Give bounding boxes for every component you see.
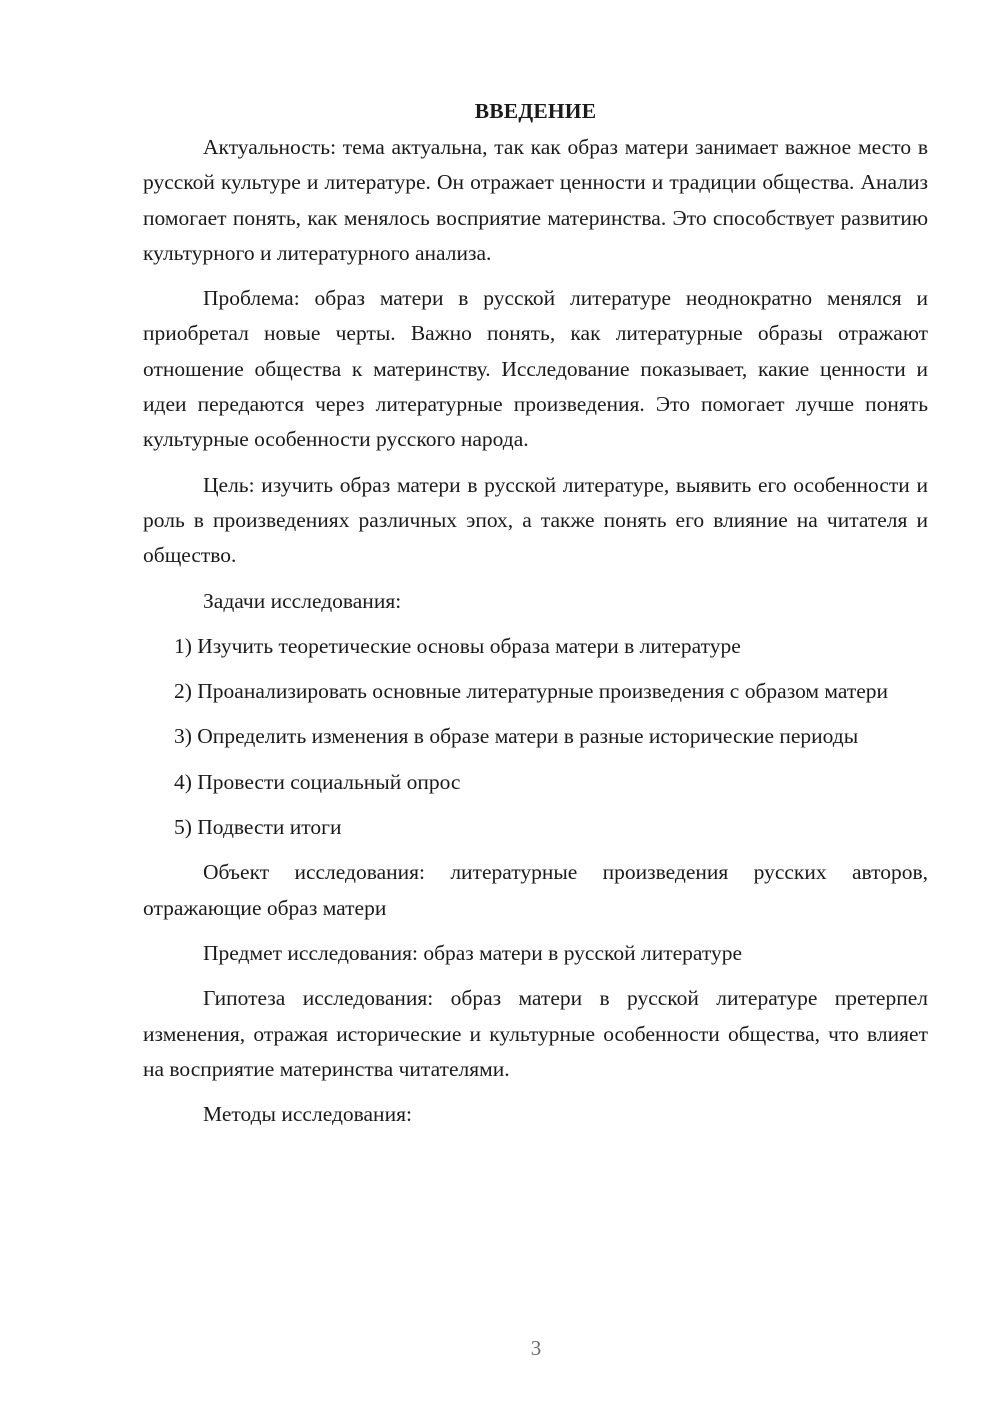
paragraph-methods: Методы исследования: (203, 1102, 412, 1127)
paragraph-hypothesis: Гипотеза исследования: образ матери в русской литературе претерпел изменения, отражая исторические и культурные особенности общества, что влияет на восприятие материнства читателями. (143, 986, 928, 1081)
paragraph-subject: Предмет исследования: образ матери в русской литературе (203, 940, 743, 965)
task-item-5: 5) Подвести итоги (174, 815, 342, 840)
section-title: ВВЕДЕНИЕ (474, 99, 597, 123)
paragraph-goal: Цель: изучить образ матери в русской литературе, выявить его особенности и роль в произведениях различных эпох, а также понять его влияние на читателя и общество. (143, 472, 928, 568)
paragraph-problem: Проблема: образ матери в русской литературе неоднократно менялся и приобретал новые черты. Важно понять, как литературные образы отражают отношение общества к материнству. Исследование показывает, какие ценности и идеи передаются через литературные произведения. Это помогает лучше понять культурные особенности русского народа. (143, 286, 928, 452)
page-content (143, 93, 928, 1142)
task-item-3: 3) Определить изменения в образе матери в разные исторические периоды (174, 724, 859, 749)
paragraph-object: Объект исследования: литературные произведения русских авторов, отражающие образ матери (143, 860, 928, 920)
paragraph-relevance: Актуальность: тема актуальна, так как образ матери занимает важное место в русской культуре и литературе. Он отражает ценности и традиции общества. Анализ помогает понять, как менялось восприятие материнства. Это способствует развитию культурного и литературного анализа. (143, 135, 928, 265)
paragraph-tasks-heading: Задачи исследования: (203, 588, 402, 613)
task-item-1: 1) Изучить теоретические основы образа матери в литературе (174, 633, 741, 658)
task-item-4: 4) Провести социальный опрос (174, 769, 461, 794)
page-number: 3 (530, 1336, 542, 1360)
task-item-2: 2) Проанализировать основные литературные произведения с образом матери (174, 679, 889, 704)
